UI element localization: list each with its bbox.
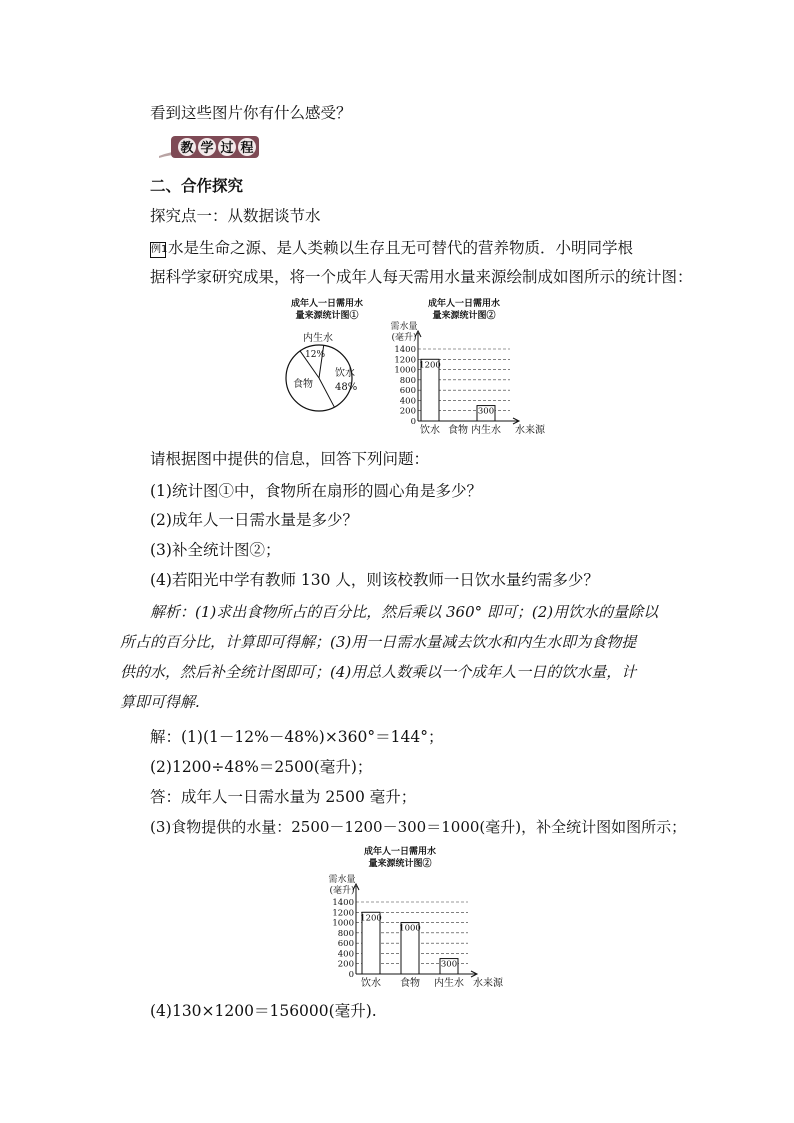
section-title: 二、合作探究	[150, 176, 244, 195]
solution-line-4: (3)食物提供的水量：2500－1200－300＝1000(毫升)，补全统计图如图所示；	[150, 818, 687, 836]
y-tick-label: 0	[348, 970, 354, 980]
analysis-line-1: 解析：(1)求出食物所占的百分比，然后乘以 360° 即可；(2)用饮水的量除以	[150, 603, 659, 621]
x-axis-label: 水来源	[473, 978, 503, 989]
example-text-1: 水是生命之源、是人类赖以生存且无可替代的营养物质．小明同学根	[168, 239, 634, 257]
badge-char-4: 程	[240, 141, 254, 156]
example-tag: 例1	[150, 242, 166, 258]
subsection-title: 探究点一：从数据谈节水	[150, 207, 321, 225]
y-axis-label-line-2: (毫升)	[391, 333, 417, 343]
x-category-label: 饮水	[420, 425, 440, 436]
final-answer: (4)130×1200＝156000(毫升).	[150, 1002, 377, 1020]
y-tick-label: 1000	[394, 365, 416, 376]
x-category-label: 内生水	[434, 978, 464, 989]
bar-value-label: 1200	[360, 913, 382, 924]
y-tick-label: 600	[337, 939, 354, 950]
y-tick-label: 800	[337, 928, 354, 939]
y-axis-label-line-2: (毫升)	[329, 886, 355, 896]
y-tick-label: 200	[337, 959, 354, 970]
solution-line-1: 解：(1)(1－12%－48%)×360°＝144°；	[150, 728, 444, 746]
badge-char-2: 学	[200, 141, 214, 156]
x-category-label: 饮水	[361, 978, 381, 989]
section-badge	[159, 134, 259, 160]
question-2: (2)成年人一日需水量是多少？	[150, 511, 358, 529]
y-tick-label: 400	[399, 396, 416, 407]
pie-chart	[275, 294, 375, 434]
chart-title-line-1: 成年人一日需用水	[427, 299, 501, 309]
bar-value-label: 1200	[419, 360, 441, 371]
badge-char-3: 过	[220, 141, 234, 156]
analysis-line-4: 算即可得解.	[120, 693, 200, 711]
question-prompt: 请根据图中提供的信息，回答下列问题：	[150, 450, 430, 468]
question-1: (1)统计图①中，食物所在扇形的圆心角是多少？	[150, 482, 482, 500]
y-tick-label: 0	[410, 417, 416, 427]
y-tick-label: 1200	[394, 355, 416, 366]
y-tick-label: 600	[399, 386, 416, 397]
pie-title-line-1: 成年人一日需用水	[290, 299, 364, 309]
x-category-label: 食物	[448, 425, 468, 436]
bar-chart-2	[316, 842, 516, 992]
y-axis-label-line-1: 需水量	[328, 875, 356, 885]
y-tick-label: 800	[399, 375, 416, 386]
y-tick-label: 1400	[332, 898, 354, 908]
y-tick-label: 400	[337, 949, 354, 960]
pie-pct-internal: 12%	[305, 350, 326, 360]
pie-label-internal: 内生水	[303, 333, 333, 344]
pie-label-food: 食物	[293, 379, 313, 390]
question-4: (4)若阳光中学有教师 130 人，则该校教师一日饮水量约需多少？	[150, 571, 599, 589]
y-axis-label-line-1: 需水量	[390, 322, 418, 332]
example-line-2: 据科学家研究成果，将一个成年人每天需用水量来源绘制成如图所示的统计图：	[150, 268, 693, 286]
question-3: (3)补全统计图②；	[150, 541, 281, 559]
example-line-1	[150, 238, 633, 258]
x-axis-label: 水来源	[515, 425, 545, 436]
pie-label-drink: 饮水	[335, 368, 355, 379]
pie-title-line-2: 量来源统计图①	[295, 311, 359, 321]
y-tick-label: 200	[399, 406, 416, 417]
solution-line-3: 答：成年人一日需水量为 2500 毫升；	[150, 788, 417, 806]
y-tick-label: 1000	[332, 918, 354, 929]
intro-question: 看到这些图片你有什么感受？	[150, 104, 352, 122]
x-category-label: 食物	[400, 978, 420, 989]
solution-line-2: (2)1200÷48%＝2500(毫升)；	[150, 758, 373, 776]
bar-value-label: 300	[477, 406, 495, 417]
bar-value-label: 1000	[399, 923, 421, 934]
analysis-line-3: 供的水，然后补全统计图即可；(4)用总人数乘以一个成年人一日的饮水量，计	[120, 663, 637, 681]
y-tick-label: 1200	[332, 908, 354, 919]
chart-title-line-2: 量来源统计图②	[368, 859, 432, 869]
y-tick-label: 1400	[394, 345, 416, 355]
chart-title-line-2: 量来源统计图②	[432, 311, 496, 321]
bar-value-label: 300	[440, 959, 458, 970]
pie-pct-drink: 48%	[335, 382, 358, 393]
chart-title-line-1: 成年人一日需用水	[363, 847, 437, 857]
badge-graphic	[159, 134, 259, 160]
bar-chart-1	[378, 294, 554, 440]
analysis-line-2: 所占的百分比，计算即可得解；(3)用一日需水量减去饮水和内生水即为食物提	[120, 633, 637, 651]
x-category-label: 内生水	[471, 425, 501, 436]
pie-boundary-food-drink	[319, 378, 334, 407]
badge-char-1: 教	[180, 141, 194, 156]
